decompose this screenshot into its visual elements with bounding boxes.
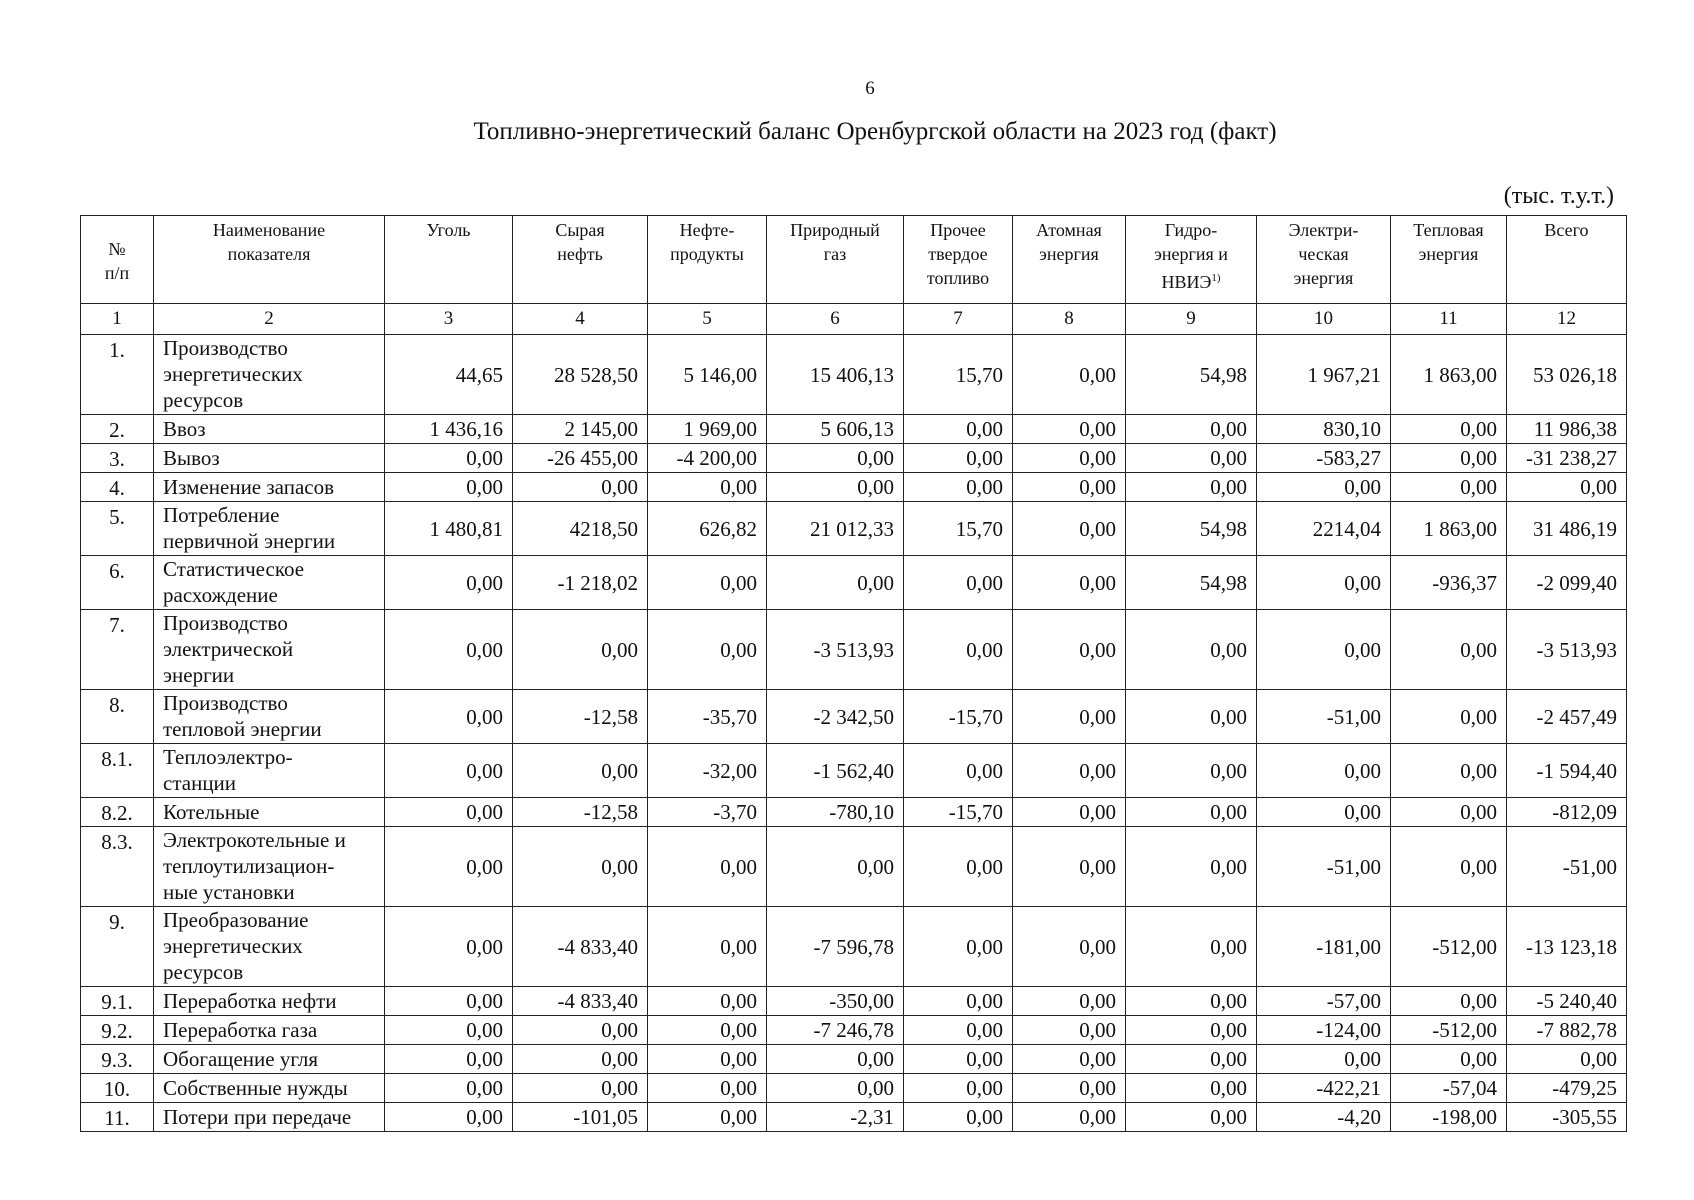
column-number-row — [81, 304, 1627, 335]
value-cell: 0,00 — [385, 987, 513, 1016]
value-cell: -31 238,27 — [1507, 444, 1627, 473]
row-number-cell: 1. — [81, 335, 154, 415]
value-cell: 0,00 — [904, 610, 1013, 690]
value-cell: -1 562,40 — [767, 744, 904, 798]
row-number-cell: 10. — [81, 1074, 154, 1103]
value-cell: -13 123,18 — [1507, 907, 1627, 987]
value-cell: -26 455,00 — [513, 444, 648, 473]
indicator-name-cell: Преобразование энергетических ресурсов — [154, 907, 385, 987]
column-header: Наименование показателя — [154, 216, 385, 304]
value-cell: 0,00 — [648, 827, 767, 907]
value-cell: -7 246,78 — [767, 1016, 904, 1045]
value-cell: 0,00 — [385, 1103, 513, 1132]
value-cell: 0,00 — [1507, 1045, 1627, 1074]
value-cell: 0,00 — [1126, 798, 1257, 827]
value-cell: 15,70 — [904, 502, 1013, 556]
row-number-cell: 7. — [81, 610, 154, 690]
value-cell: 0,00 — [1126, 1074, 1257, 1103]
value-cell: -3,70 — [648, 798, 767, 827]
value-cell: -936,37 — [1391, 556, 1507, 610]
value-cell: -4 200,00 — [648, 444, 767, 473]
value-cell: -512,00 — [1391, 1016, 1507, 1045]
value-cell: 0,00 — [1126, 1016, 1257, 1045]
value-cell: 0,00 — [385, 556, 513, 610]
indicator-name-cell: Статистическое расхождение — [154, 556, 385, 610]
value-cell: -3 513,93 — [1507, 610, 1627, 690]
document-title: Топливно-энергетический баланс Оренбургской области на 2023 год (факт) — [473, 118, 1277, 145]
table-row — [81, 335, 1627, 415]
indicator-name-cell: Потери при передаче — [154, 1103, 385, 1132]
table-row — [81, 744, 1627, 798]
value-cell: -305,55 — [1507, 1103, 1627, 1132]
value-cell: 0,00 — [1391, 1045, 1507, 1074]
value-cell: 0,00 — [1126, 827, 1257, 907]
value-cell: 0,00 — [1126, 444, 1257, 473]
row-number-cell: 9.1. — [81, 987, 154, 1016]
column-number-cell: 12 — [1507, 304, 1627, 335]
value-cell: 0,00 — [1391, 690, 1507, 744]
row-number-cell: 9.2. — [81, 1016, 154, 1045]
value-cell: 0,00 — [385, 444, 513, 473]
value-cell: 1 436,16 — [385, 415, 513, 444]
value-cell: 0,00 — [767, 473, 904, 502]
value-cell: -1 218,02 — [513, 556, 648, 610]
value-cell: 15 406,13 — [767, 335, 904, 415]
value-cell: -512,00 — [1391, 907, 1507, 987]
value-cell: 0,00 — [1013, 502, 1126, 556]
column-header: № п/п — [81, 216, 154, 304]
value-cell: 0,00 — [904, 987, 1013, 1016]
value-cell: 0,00 — [648, 610, 767, 690]
value-cell: 0,00 — [385, 1074, 513, 1103]
indicator-name-cell: Изменение запасов — [154, 473, 385, 502]
value-cell: 44,65 — [385, 335, 513, 415]
value-cell: -57,00 — [1257, 987, 1391, 1016]
row-number-cell: 8.2. — [81, 798, 154, 827]
value-cell: -12,58 — [513, 798, 648, 827]
table-row — [81, 827, 1627, 907]
value-cell: 11 986,38 — [1507, 415, 1627, 444]
value-cell: 0,00 — [1013, 610, 1126, 690]
value-cell: 0,00 — [1013, 335, 1126, 415]
column-number-cell: 2 — [154, 304, 385, 335]
value-cell: -12,58 — [513, 690, 648, 744]
value-cell: 0,00 — [1013, 690, 1126, 744]
row-number-cell: 11. — [81, 1103, 154, 1132]
value-cell: 0,00 — [648, 556, 767, 610]
table-row — [81, 444, 1627, 473]
value-cell: 0,00 — [904, 827, 1013, 907]
value-cell: 0,00 — [385, 473, 513, 502]
table-row — [81, 610, 1627, 690]
value-cell: 0,00 — [1013, 1016, 1126, 1045]
table-header-row — [81, 216, 1627, 304]
column-header: Гидро- энергия и НВИЭ$^{1)}$ — [1126, 216, 1257, 304]
indicator-name-cell: Переработка нефти — [154, 987, 385, 1016]
value-cell: 0,00 — [1126, 690, 1257, 744]
value-cell: 0,00 — [513, 1074, 648, 1103]
value-cell: 0,00 — [1391, 744, 1507, 798]
value-cell: -2 099,40 — [1507, 556, 1627, 610]
table-row — [81, 907, 1627, 987]
value-cell: -4 833,40 — [513, 987, 648, 1016]
value-cell: -422,21 — [1257, 1074, 1391, 1103]
value-cell: 0,00 — [1013, 744, 1126, 798]
value-cell: 0,00 — [385, 610, 513, 690]
value-cell: 0,00 — [767, 556, 904, 610]
indicator-name-cell: Ввоз — [154, 415, 385, 444]
table-row — [81, 798, 1627, 827]
row-number-cell: 2. — [81, 415, 154, 444]
value-cell: 0,00 — [1126, 987, 1257, 1016]
value-cell: -124,00 — [1257, 1016, 1391, 1045]
row-number-cell: 3. — [81, 444, 154, 473]
value-cell: 0,00 — [648, 473, 767, 502]
value-cell: 0,00 — [385, 690, 513, 744]
indicator-name-cell: Собственные нужды — [154, 1074, 385, 1103]
value-cell: 0,00 — [385, 1016, 513, 1045]
value-cell: 0,00 — [1013, 827, 1126, 907]
value-cell: 830,10 — [1257, 415, 1391, 444]
table-row — [81, 1074, 1627, 1103]
value-cell: 0,00 — [1013, 798, 1126, 827]
value-cell: 0,00 — [1126, 473, 1257, 502]
indicator-name-cell: Производство тепловой энергии — [154, 690, 385, 744]
value-cell: 5 606,13 — [767, 415, 904, 444]
value-cell: 0,00 — [1391, 827, 1507, 907]
value-cell: 0,00 — [385, 827, 513, 907]
value-cell: -479,25 — [1507, 1074, 1627, 1103]
indicator-name-cell: Электрокотельные и теплоутилизацион- ные установки — [154, 827, 385, 907]
value-cell: 53 026,18 — [1507, 335, 1627, 415]
value-cell: 0,00 — [1391, 610, 1507, 690]
table-row — [81, 473, 1627, 502]
row-number-cell: 8.3. — [81, 827, 154, 907]
value-cell: -583,27 — [1257, 444, 1391, 473]
value-cell: 0,00 — [1126, 744, 1257, 798]
value-cell: 0,00 — [904, 1045, 1013, 1074]
value-cell: 0,00 — [648, 987, 767, 1016]
value-cell: 0,00 — [513, 827, 648, 907]
value-cell: 0,00 — [904, 1103, 1013, 1132]
column-number-cell: 3 — [385, 304, 513, 335]
column-number-cell: 7 — [904, 304, 1013, 335]
value-cell: 0,00 — [1126, 907, 1257, 987]
table-row — [81, 556, 1627, 610]
column-header: Уголь — [385, 216, 513, 304]
value-cell: 0,00 — [1257, 1045, 1391, 1074]
value-cell: 15,70 — [904, 335, 1013, 415]
value-cell: 0,00 — [1013, 1103, 1126, 1132]
value-cell: -15,70 — [904, 798, 1013, 827]
value-cell: 0,00 — [767, 827, 904, 907]
value-cell: 0,00 — [385, 907, 513, 987]
table-row — [81, 502, 1627, 556]
value-cell: 0,00 — [513, 610, 648, 690]
indicator-name-cell: Потребление первичной энергии — [154, 502, 385, 556]
column-number-cell: 5 — [648, 304, 767, 335]
value-cell: 0,00 — [1257, 744, 1391, 798]
column-header: Всего — [1507, 216, 1627, 304]
value-cell: 0,00 — [1391, 473, 1507, 502]
value-cell: 0,00 — [1391, 987, 1507, 1016]
value-cell: -2,31 — [767, 1103, 904, 1132]
column-header: Природный газ — [767, 216, 904, 304]
value-cell: 0,00 — [648, 1074, 767, 1103]
value-cell: 0,00 — [1013, 987, 1126, 1016]
value-cell: 0,00 — [904, 556, 1013, 610]
value-cell: 0,00 — [1257, 798, 1391, 827]
value-cell: 0,00 — [1013, 556, 1126, 610]
indicator-name-cell: Котельные — [154, 798, 385, 827]
value-cell: -57,04 — [1391, 1074, 1507, 1103]
indicator-name-cell: Вывоз — [154, 444, 385, 473]
row-number-cell: 9. — [81, 907, 154, 987]
value-cell: 0,00 — [904, 1016, 1013, 1045]
value-cell: 0,00 — [904, 473, 1013, 502]
column-header: Прочее твердое топливо — [904, 216, 1013, 304]
value-cell: 626,82 — [648, 502, 767, 556]
value-cell: 0,00 — [1013, 1045, 1126, 1074]
row-number-cell: 8. — [81, 690, 154, 744]
energy-balance-table — [80, 215, 1627, 1132]
value-cell: 0,00 — [513, 1045, 648, 1074]
table-row — [81, 1103, 1627, 1132]
value-cell: 1 967,21 — [1257, 335, 1391, 415]
value-cell: 0,00 — [1507, 473, 1627, 502]
value-cell: 0,00 — [904, 1074, 1013, 1103]
value-cell: -32,00 — [648, 744, 767, 798]
row-number-cell: 5. — [81, 502, 154, 556]
value-cell: -812,09 — [1507, 798, 1627, 827]
value-cell: 0,00 — [904, 907, 1013, 987]
column-number-cell: 10 — [1257, 304, 1391, 335]
value-cell: 4218,50 — [513, 502, 648, 556]
value-cell: 5 146,00 — [648, 335, 767, 415]
table-row — [81, 690, 1627, 744]
value-cell: -2 342,50 — [767, 690, 904, 744]
value-cell: 0,00 — [1257, 473, 1391, 502]
row-number-cell: 6. — [81, 556, 154, 610]
value-cell: -350,00 — [767, 987, 904, 1016]
column-number-cell: 1 — [81, 304, 154, 335]
value-cell: 2 145,00 — [513, 415, 648, 444]
value-cell: -780,10 — [767, 798, 904, 827]
value-cell: 0,00 — [904, 744, 1013, 798]
table-row — [81, 1045, 1627, 1074]
column-header: Электри- ческая энергия — [1257, 216, 1391, 304]
indicator-name-cell: Производство электрической энергии — [154, 610, 385, 690]
unit-label: (тыс. т.у.т.) — [1503, 183, 1614, 209]
value-cell: 0,00 — [648, 1016, 767, 1045]
value-cell: 54,98 — [1126, 502, 1257, 556]
value-cell: 54,98 — [1126, 335, 1257, 415]
value-cell: 0,00 — [1391, 798, 1507, 827]
value-cell: 28 528,50 — [513, 335, 648, 415]
table-body — [81, 335, 1627, 1132]
value-cell: -1 594,40 — [1507, 744, 1627, 798]
column-number-cell: 8 — [1013, 304, 1126, 335]
value-cell: -3 513,93 — [767, 610, 904, 690]
value-cell: 0,00 — [385, 744, 513, 798]
value-cell: 0,00 — [1013, 907, 1126, 987]
value-cell: 1 863,00 — [1391, 335, 1507, 415]
value-cell: 0,00 — [1126, 610, 1257, 690]
table-row — [81, 415, 1627, 444]
value-cell: -35,70 — [648, 690, 767, 744]
indicator-name-cell: Производство энергетических ресурсов — [154, 335, 385, 415]
table-row — [81, 1016, 1627, 1045]
value-cell: 0,00 — [1013, 415, 1126, 444]
value-cell: 0,00 — [513, 1016, 648, 1045]
value-cell: -5 240,40 — [1507, 987, 1627, 1016]
value-cell: 1 969,00 — [648, 415, 767, 444]
value-cell: 0,00 — [1013, 1074, 1126, 1103]
value-cell: -198,00 — [1391, 1103, 1507, 1132]
value-cell: 0,00 — [767, 1045, 904, 1074]
value-cell: 0,00 — [1257, 610, 1391, 690]
value-cell: 0,00 — [1391, 444, 1507, 473]
column-number-cell: 9 — [1126, 304, 1257, 335]
value-cell: 0,00 — [385, 798, 513, 827]
value-cell: 0,00 — [648, 1045, 767, 1074]
column-header: Сырая нефть — [513, 216, 648, 304]
value-cell: 0,00 — [904, 415, 1013, 444]
column-header: Нефте- продукты — [648, 216, 767, 304]
column-number-cell: 4 — [513, 304, 648, 335]
value-cell: 0,00 — [1257, 556, 1391, 610]
value-cell: -2 457,49 — [1507, 690, 1627, 744]
value-cell: -51,00 — [1507, 827, 1627, 907]
value-cell: -51,00 — [1257, 690, 1391, 744]
value-cell: 21 012,33 — [767, 502, 904, 556]
row-number-cell: 8.1. — [81, 744, 154, 798]
value-cell: -7 882,78 — [1507, 1016, 1627, 1045]
column-header: Тепловая энергия — [1391, 216, 1507, 304]
value-cell: -7 596,78 — [767, 907, 904, 987]
value-cell: 0,00 — [1013, 444, 1126, 473]
value-cell: -15,70 — [904, 690, 1013, 744]
value-cell: 0,00 — [513, 744, 648, 798]
value-cell: 0,00 — [767, 1074, 904, 1103]
indicator-name-cell: Теплоэлектро- станции — [154, 744, 385, 798]
column-number-cell: 6 — [767, 304, 904, 335]
value-cell: 54,98 — [1126, 556, 1257, 610]
value-cell: -4,20 — [1257, 1103, 1391, 1132]
value-cell: 1 863,00 — [1391, 502, 1507, 556]
indicator-name-cell: Обогащение угля — [154, 1045, 385, 1074]
value-cell: 1 480,81 — [385, 502, 513, 556]
value-cell: -181,00 — [1257, 907, 1391, 987]
page-number: 6 — [865, 78, 875, 99]
value-cell: 0,00 — [1126, 415, 1257, 444]
value-cell: 0,00 — [513, 473, 648, 502]
value-cell: 0,00 — [1391, 415, 1507, 444]
value-cell: 0,00 — [648, 907, 767, 987]
column-number-cell: 11 — [1391, 304, 1507, 335]
value-cell: 0,00 — [767, 444, 904, 473]
table-row — [81, 987, 1627, 1016]
value-cell: 0,00 — [1126, 1045, 1257, 1074]
row-number-cell: 4. — [81, 473, 154, 502]
row-number-cell: 9.3. — [81, 1045, 154, 1074]
value-cell: 2214,04 — [1257, 502, 1391, 556]
value-cell: 0,00 — [648, 1103, 767, 1132]
value-cell: -51,00 — [1257, 827, 1391, 907]
value-cell: 0,00 — [904, 444, 1013, 473]
value-cell: 31 486,19 — [1507, 502, 1627, 556]
value-cell: 0,00 — [1013, 473, 1126, 502]
column-header: Атомная энергия — [1013, 216, 1126, 304]
value-cell: -4 833,40 — [513, 907, 648, 987]
value-cell: -101,05 — [513, 1103, 648, 1132]
value-cell: 0,00 — [1126, 1103, 1257, 1132]
value-cell: 0,00 — [385, 1045, 513, 1074]
indicator-name-cell: Переработка газа — [154, 1016, 385, 1045]
